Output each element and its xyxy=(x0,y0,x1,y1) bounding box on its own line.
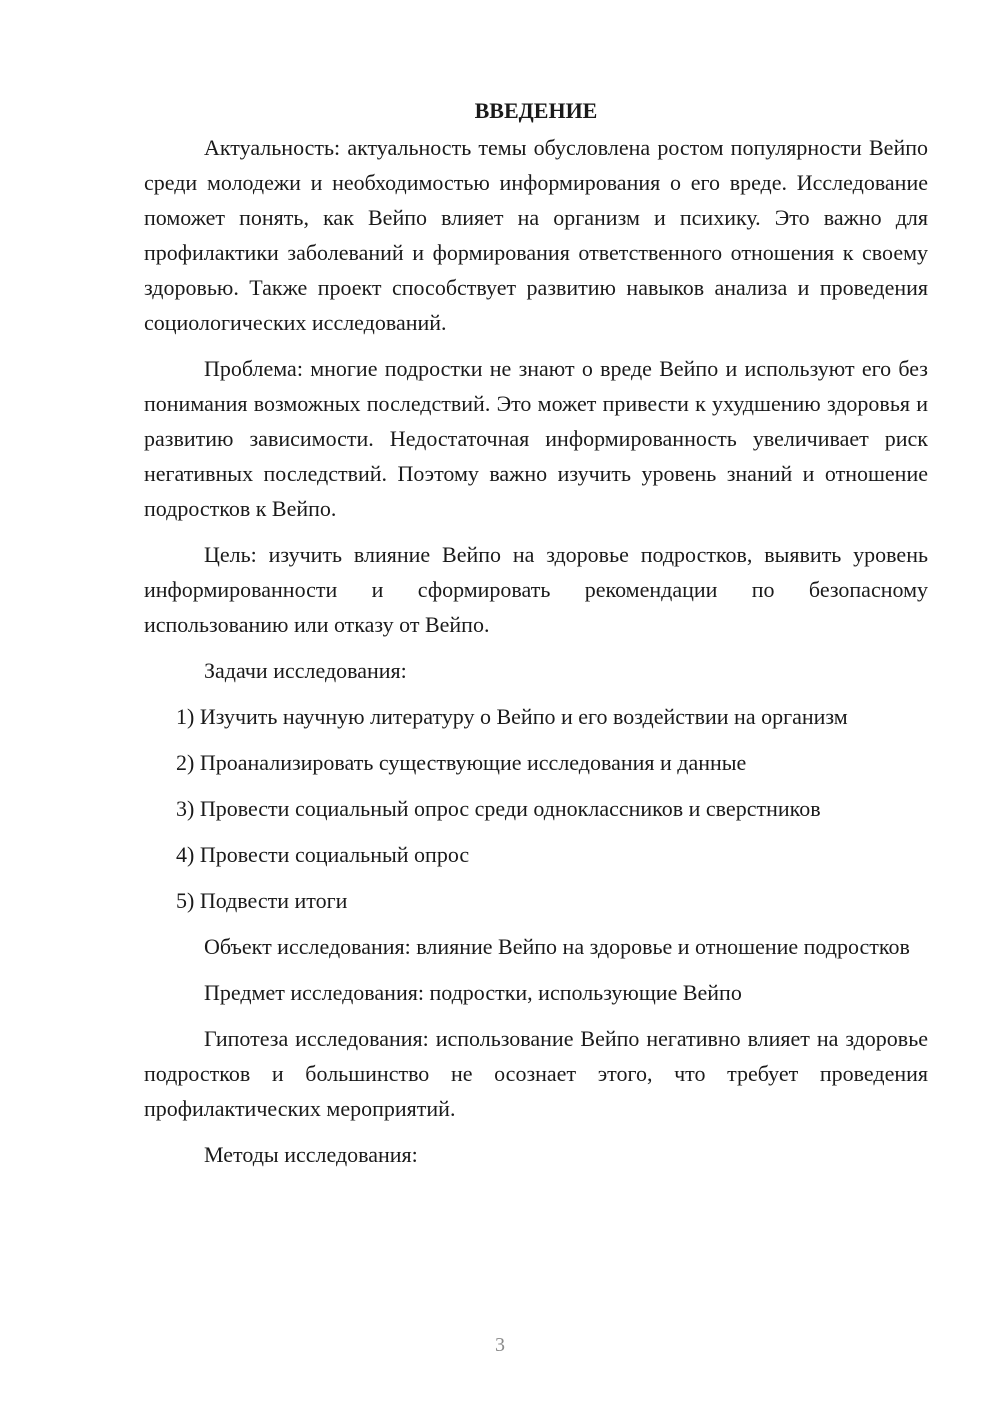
document-page xyxy=(144,96,928,1183)
paragraph-subject: Предмет исследования: подростки, использующие Вейпо xyxy=(204,980,742,1005)
paragraph-problem: Проблема: многие подростки не знают о вреде Вейпо и используют его без понимания возможных последствий. Это может привести к ухудшению здоровья и развитию зависимости. Недостаточная информированность увеличивает риск негативных последствий. Поэтому важно изучить уровень знаний и отношение подростков к Вейпо. xyxy=(144,356,928,521)
paragraph-object: Объект исследования: влияние Вейпо на здоровье и отношение подростков xyxy=(204,934,910,959)
paragraph-hypothesis: Гипотеза исследования: использование Вейпо негативно влияет на здоровье подростков и большинство не осознает этого, что требует проведения профилактических мероприятий. xyxy=(144,1026,928,1121)
paragraph-tasks-heading: Задачи исследования: xyxy=(204,658,407,683)
task-item-4: 4) Провести социальный опрос xyxy=(176,842,470,867)
paragraph-relevance: Актуальность: актуальность темы обусловлена ростом популярности Вейпо среди молодежи и необходимостью информирования о его вреде. Исследование поможет понять, как Вейпо влияет на организм и психику. Это важно для профилактики заболеваний и формирования ответственного отношения к своему здоровью. Также проект способствует развитию навыков анализа и проведения социологических исследований. xyxy=(144,135,928,335)
page-number: 3 xyxy=(495,1334,505,1356)
task-item-3: 3) Провести социальный опрос среди одноклассников и сверстников xyxy=(176,796,821,821)
task-item-2: 2) Проанализировать существующие исследования и данные xyxy=(176,750,747,775)
task-item-1: 1) Изучить научную литературу о Вейпо и его воздействии на организм xyxy=(176,704,848,729)
page-title: ВВЕДЕНИЕ xyxy=(474,98,598,123)
paragraph-methods: Методы исследования: xyxy=(204,1142,418,1167)
paragraph-goal: Цель: изучить влияние Вейпо на здоровье подростков, выявить уровень информированности и сформировать рекомендации по безопасному использованию или отказу от Вейпо. xyxy=(144,542,928,637)
task-item-5: 5) Подвести итоги xyxy=(176,888,348,913)
